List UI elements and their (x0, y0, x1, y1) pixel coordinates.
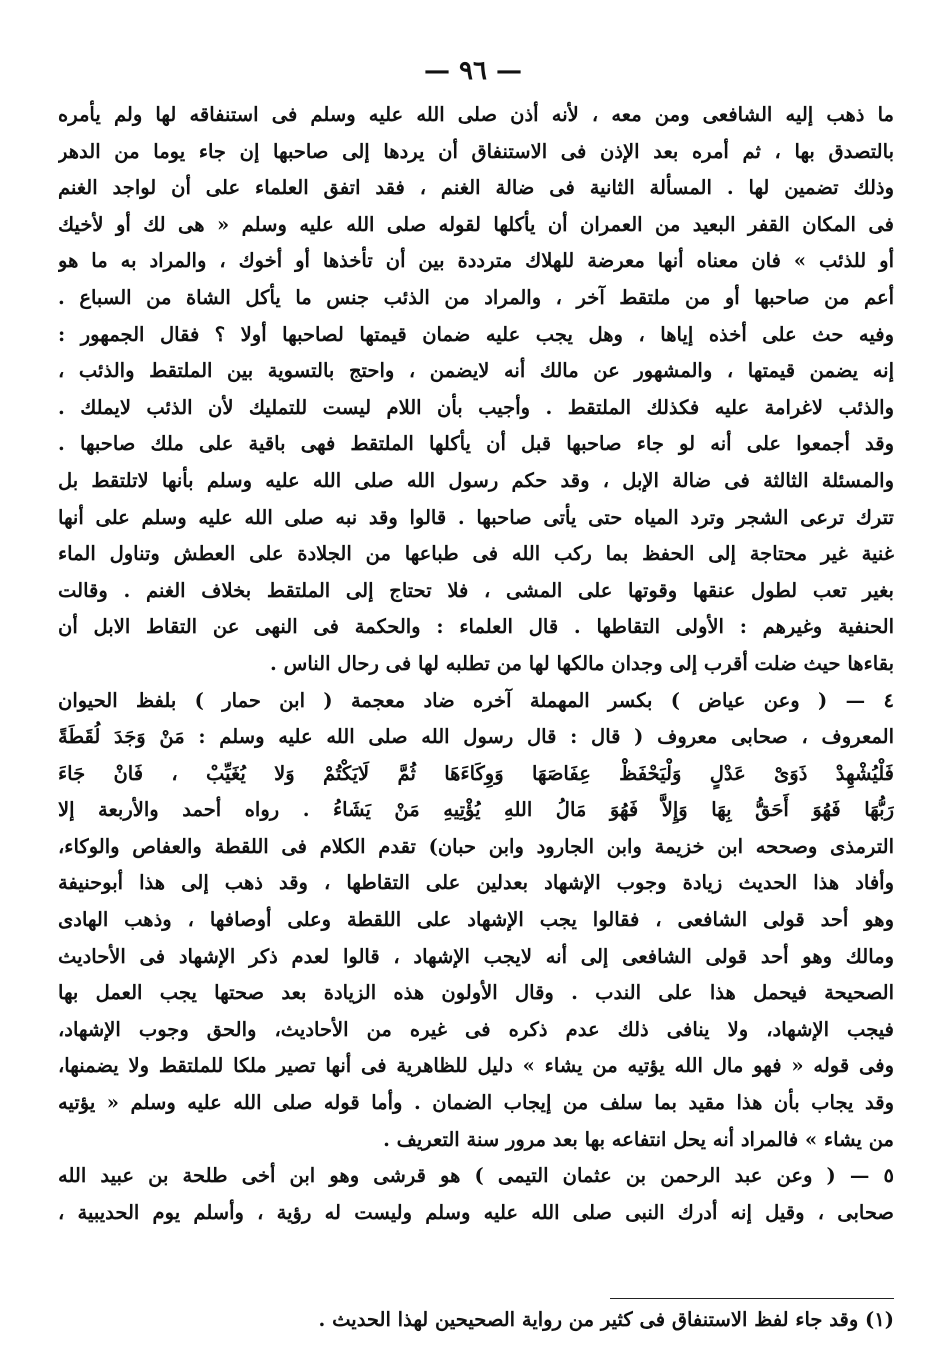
text-line: فى المكان القفر البعيد من العمران أن يأكلها لقوله صلى الله عليه وسلم « هى لك أو لأخيك (58, 212, 894, 236)
text-line: وقد أجمعوا على أنه لو جاء صاحبها قبل أن يأكلها الملتقط فهى باقية على ملك صاحبها . (58, 432, 894, 456)
text-line: إنه يضمن قيمتها ، والمشهور عن مالك أنه لايضمن ، واحتج بالتسوية بين الملتقط والذئب ، (58, 359, 894, 383)
text-line: ومالك وهو أحد قولى الشافعى إلى أنه لايجب الإشهاد ، قالوا لعدم ذكر الإشهاد فى الأحاديث (58, 944, 894, 968)
text-line: رَبُّهَا فَهُوَ أَحَقُّ بِهَا وَإِلاَّ فَهُوَ مَالُ اللهِ يُؤْتِيهِ مَنْ يَشَاءُ . رواه أحمد والأربعة إلا (58, 798, 894, 822)
text-line: بغير تعب لطول عنقها وقوتها على المشى ، فلا تحتاج إلى الملتقط بخلاف الغنم . وقالت (58, 578, 894, 602)
page-number: — ٩٦ — (423, 56, 523, 86)
text-line: فيجب الإشهاد، ولا ينافى ذلك عدم ذكره فى غيره من الأحاديث، والحق وجوب الإشهاد، (58, 1017, 894, 1041)
text-line: صحابى ، وقيل إنه أدرك النبى صلى الله عليه وسلم وليست له رؤية ، وأسلم يوم الحديبية ، (58, 1200, 894, 1224)
text-line: من يشاء » فالمراد أنه يحل انتفاعه بها بعد مرور سنة التعريف . (383, 1127, 894, 1151)
text-line: تترك ترعى الشجر وترد المياه حتى يأتى صاحبها . قالوا وقد نبه صلى الله عليه وسلم على أنها (58, 505, 894, 529)
text-line: المعروف ، صحابى معروف ( قال : قال رسول الله صلى الله عليه وسلم : مَنْ وَجَدَ لُقَطَةً (58, 725, 894, 749)
text-line: وقد يجاب بأن هذا مقيد بما سلف من إيجاب الضمان . وأما قوله صلى الله عليه وسلم « يؤتيه (58, 1091, 894, 1115)
text-line: وفى قوله « فهو مال الله يؤتيه من يشاء » دليل للظاهرية فى أنها تصير ملكا للملتقط ولا يضمنها، (58, 1054, 894, 1078)
text-line: والمسئلة الثالثة فى ضالة الإبل ، وقد حكم رسول الله صلى الله عليه وسلم بأنها لاتلتقط بل (58, 468, 894, 492)
text-line: ٤ — ( وعن عياض ) بكسر المهملة آخره ضاد معجمة ( ابن حمار ) بلفظ الحيوان (58, 688, 894, 712)
text-line: الحنفية وغيرهم : الأولى التقاطها . قال العلماء : والحكمة فى النهى عن التقاط الابل أن (58, 615, 894, 639)
text-line: غنية غير محتاجة إلى الحفظ بما ركب الله فى طباعها من الجلادة على العطش وتناول الماء (58, 542, 894, 566)
text-line: الصحيحة فيحمل هذا على الندب . وقال الأولون هذه الزيادة بعد صحتها يجب العمل بها (58, 981, 894, 1005)
text-line: الترمذى وصححه ابن خزيمة وابن الجارود وابن حبان) تقدم الكلام فى اللقطة والعفاص والوكاء، (58, 834, 894, 858)
text-line: وذلك تضمين لها . المسألة الثانية فى ضالة الغنم ، فقد اتفق العلماء على أن لواجد الغنم (58, 176, 894, 200)
text-line: فَلْيُشْهِدْ ذَوَىْ عَدْلٍ وَلْيَحْفَظْ عِفَاصَهَا وَوِكَاءَهَا ثُمَّ لَايَكْتُمْ وَلا يُغَيِّبْ ، فَانْ جَاءَ (58, 761, 894, 785)
text-line: ٥ — ( وعن عبد الرحمن بن عثمان التيمى ) هو قرشى وهو ابن أخى طلحة بن عبيد الله (58, 1164, 894, 1188)
text-line: بقاءها حيث ضلت أقرب إلى وجدان مالكها لها من تطلبه لها فى رحال الناس . (269, 651, 894, 675)
footnote: (١) وقد جاء لفظ الاستنفاق فى كثير من رواية الصحيحين لهذا الحديث . (318, 1308, 894, 1331)
text-line: وفيه حث على أخذه إياها ، وهل يجب عليه ضمان قيمتها لصاحبها أولا ؟ فقال الجمهور : (58, 322, 894, 346)
text-line: وهو أحد قولى الشافعى ، فقالوا يجب الإشهاد على اللقطة وعلى أوصافها ، وذهب الهادى (58, 908, 894, 932)
text-line: وأفاد هذا الحديث زيادة وجوب الإشهاد بعدلين على التقاطها ، وقد ذهب إلى هذا أبوحنيفة (58, 871, 894, 895)
text-line: والذئب لاغرامة عليه فكذلك الملتقط . وأجيب بأن اللام ليست للتمليك لأن الذئب لايملك . (58, 395, 894, 419)
text-line: ما ذهب إليه الشافعى ومن معه ، لأنه أذن صلى الله عليه وسلم فى استنفاقه لها ولم يأمره (58, 103, 894, 126)
text-line: بالتصدق بها ، ثم أمره بعد الإذن فى الاستنفاق أن يردها إلى صاحبها إن جاء يوما من الدهر (58, 139, 894, 163)
body-text (58, 97, 894, 1231)
footnote-divider (610, 1298, 894, 1299)
text-line: أو للذئب » فان معناه أنها معرضة للهلاك مترددة بين أن تأخذها أو أخوك ، والمراد به ما هو (58, 249, 894, 273)
text-line: أعم من صاحبها أو من ملتقط آخر ، والمراد من الذئب جنس ما يأكل الشاة من السباع . (58, 285, 894, 309)
